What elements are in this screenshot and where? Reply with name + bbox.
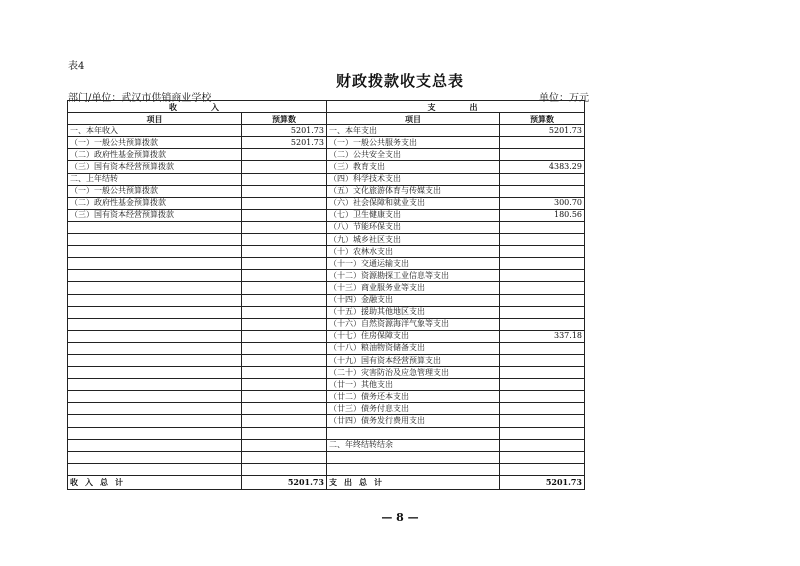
table-row <box>68 161 585 173</box>
expense-budget-cell <box>500 379 585 391</box>
table-row <box>68 318 585 330</box>
expense-total-label: 支出总计 <box>327 475 500 489</box>
expense-item-cell: （十八）粮油物资储备支出 <box>327 342 500 354</box>
table-row <box>68 367 585 379</box>
income-item-cell: （二）政府性基金预算拨款 <box>68 149 242 161</box>
expense-item-cell: （十七）住房保障支出 <box>327 330 500 342</box>
expense-item-cell: （十）农林水支出 <box>327 246 500 258</box>
income-total-label: 收入总计 <box>68 475 242 489</box>
income-item-cell <box>68 342 242 354</box>
expense-item-cell <box>327 463 500 475</box>
expense-total-value: 5201.73 <box>500 475 585 489</box>
table-row <box>68 330 585 342</box>
table-row <box>68 379 585 391</box>
income-budget-cell <box>242 415 327 427</box>
expense-budget-cell <box>500 415 585 427</box>
table-row <box>68 354 585 366</box>
expense-item-cell: （三）教育支出 <box>327 161 500 173</box>
income-item-cell: 二、上年结转 <box>68 173 242 185</box>
income-budget-cell <box>242 149 327 161</box>
table-row <box>68 294 585 306</box>
expense-item-cell: （八）节能环保支出 <box>327 221 500 233</box>
expense-item-cell: （廿二）债务还本支出 <box>327 391 500 403</box>
income-budget-cell <box>242 294 327 306</box>
income-budget-cell <box>242 451 327 463</box>
expense-budget-cell <box>500 354 585 366</box>
table-row <box>68 427 585 439</box>
income-item-cell <box>68 354 242 366</box>
income-budget-cell <box>242 403 327 415</box>
table-row <box>68 306 585 318</box>
income-item-cell <box>68 463 242 475</box>
column-header-item: 项目 <box>68 113 242 125</box>
expense-budget-cell: 337.18 <box>500 330 585 342</box>
income-item-cell <box>68 451 242 463</box>
income-budget-cell <box>242 173 327 185</box>
income-item-cell <box>68 246 242 258</box>
expense-budget-cell <box>500 367 585 379</box>
income-budget-cell: 5201.73 <box>242 137 327 149</box>
expense-item-cell: （十九）国有资本经营预算支出 <box>327 354 500 366</box>
table-row <box>68 270 585 282</box>
expense-item-cell: （廿四）债务发行费用支出 <box>327 415 500 427</box>
income-budget-cell <box>242 463 327 475</box>
expense-budget-cell <box>500 403 585 415</box>
expense-budget-cell <box>500 439 585 451</box>
table-row <box>68 209 585 221</box>
income-item-cell: （一）一般公共预算拨款 <box>68 185 242 197</box>
expense-budget-cell <box>500 149 585 161</box>
income-item-cell: 一、本年收入 <box>68 125 242 137</box>
expense-budget-cell <box>500 137 585 149</box>
income-item-cell: （二）政府性基金预算拨款 <box>68 197 242 209</box>
table-row <box>68 403 585 415</box>
expense-budget-cell <box>500 427 585 439</box>
expense-item-cell: （廿一）其他支出 <box>327 379 500 391</box>
income-item-cell <box>68 379 242 391</box>
income-budget-cell <box>242 161 327 173</box>
table-row <box>68 125 585 137</box>
expense-item-cell: （七）卫生健康支出 <box>327 209 500 221</box>
expense-budget-cell: 300.70 <box>500 197 585 209</box>
expense-budget-cell <box>500 391 585 403</box>
table-row <box>68 439 585 451</box>
income-item-cell <box>68 403 242 415</box>
expense-budget-cell <box>500 318 585 330</box>
table-row <box>68 149 585 161</box>
income-budget-cell <box>242 270 327 282</box>
unit-label: 单位：万元 <box>539 93 589 104</box>
income-budget-cell <box>242 246 327 258</box>
expense-item-cell: （十一）交通运输支出 <box>327 258 500 270</box>
table-row <box>68 342 585 354</box>
column-header-budget: 预算数 <box>500 113 585 125</box>
income-item-cell <box>68 439 242 451</box>
income-item-cell <box>68 282 242 294</box>
expense-item-cell: 一、本年支出 <box>327 125 500 137</box>
table-row <box>68 258 585 270</box>
income-budget-cell <box>242 185 327 197</box>
table-row <box>68 415 585 427</box>
department-label: 部门/单位：武汉市供销商业学校 <box>68 93 212 104</box>
income-item-cell <box>68 294 242 306</box>
income-budget-cell <box>242 197 327 209</box>
income-item-cell: （三）国有资本经营预算拨款 <box>68 161 242 173</box>
expense-budget-cell <box>500 185 585 197</box>
income-item-cell <box>68 367 242 379</box>
expense-budget-cell <box>500 173 585 185</box>
income-budget-cell <box>242 282 327 294</box>
expense-item-cell: （二）公共安全支出 <box>327 149 500 161</box>
expense-budget-cell <box>500 221 585 233</box>
expense-budget-cell <box>500 294 585 306</box>
column-header-item: 项目 <box>327 113 500 125</box>
income-budget-cell <box>242 234 327 246</box>
expense-budget-cell <box>500 463 585 475</box>
table-row <box>68 234 585 246</box>
expense-item-cell <box>327 451 500 463</box>
income-budget-cell <box>242 367 327 379</box>
income-budget-cell <box>242 318 327 330</box>
page-number: — 8 — <box>381 511 419 524</box>
expense-item-cell: （九）城乡社区支出 <box>327 234 500 246</box>
income-item-cell <box>68 306 242 318</box>
column-header-budget: 预算数 <box>242 113 327 125</box>
expense-budget-cell <box>500 234 585 246</box>
table-row <box>68 246 585 258</box>
income-budget-cell <box>242 330 327 342</box>
income-item-cell <box>68 234 242 246</box>
income-item-cell: （三）国有资本经营预算拨款 <box>68 209 242 221</box>
income-item-cell <box>68 330 242 342</box>
expense-budget-cell: 180.56 <box>500 209 585 221</box>
income-section-header: 收 入 <box>68 101 327 113</box>
income-budget-cell <box>242 221 327 233</box>
expense-budget-cell <box>500 258 585 270</box>
budget-table <box>67 100 585 490</box>
expense-item-cell: （十四）金融支出 <box>327 294 500 306</box>
income-budget-cell <box>242 209 327 221</box>
expense-item-cell: （十五）援助其他地区支出 <box>327 306 500 318</box>
expense-budget-cell: 4383.29 <box>500 161 585 173</box>
table-row <box>68 221 585 233</box>
table-row <box>68 173 585 185</box>
expense-item-cell: （五）文化旅游体育与传媒支出 <box>327 185 500 197</box>
table-row <box>68 197 585 209</box>
income-budget-cell <box>242 306 327 318</box>
expense-budget-cell: 5201.73 <box>500 125 585 137</box>
expense-item-cell: （二十）灾害防治及应急管理支出 <box>327 367 500 379</box>
income-budget-cell <box>242 379 327 391</box>
expense-budget-cell <box>500 342 585 354</box>
expense-budget-cell <box>500 270 585 282</box>
income-budget-cell <box>242 427 327 439</box>
table-row <box>68 451 585 463</box>
income-budget-cell <box>242 391 327 403</box>
table-row <box>68 185 585 197</box>
income-item-cell <box>68 427 242 439</box>
income-budget-cell <box>242 258 327 270</box>
income-budget-cell <box>242 342 327 354</box>
expense-item-cell: 二、年终结转结余 <box>327 439 500 451</box>
income-item-cell <box>68 318 242 330</box>
expense-budget-cell <box>500 306 585 318</box>
expense-budget-cell <box>500 282 585 294</box>
income-item-cell: （一）一般公共预算拨款 <box>68 137 242 149</box>
table-number: 表4 <box>68 61 85 72</box>
expense-item-cell: （一）一般公共服务支出 <box>327 137 500 149</box>
expense-item-cell: （十三）商业服务业等支出 <box>327 282 500 294</box>
income-item-cell <box>68 391 242 403</box>
income-item-cell <box>68 258 242 270</box>
expense-item-cell <box>327 427 500 439</box>
expense-item-cell: （廿三）债务付息支出 <box>327 403 500 415</box>
income-total-value: 5201.73 <box>242 475 327 489</box>
table-row <box>68 282 585 294</box>
table-row <box>68 463 585 475</box>
income-item-cell <box>68 221 242 233</box>
income-budget-cell <box>242 439 327 451</box>
expense-item-cell: （六）社会保障和就业支出 <box>327 197 500 209</box>
table-row <box>68 137 585 149</box>
expense-section-header: 支 出 <box>327 101 585 113</box>
table-row <box>68 391 585 403</box>
income-budget-cell: 5201.73 <box>242 125 327 137</box>
income-item-cell <box>68 270 242 282</box>
income-budget-cell <box>242 354 327 366</box>
expense-item-cell: （十二）资源勘探工业信息等支出 <box>327 270 500 282</box>
expense-item-cell: （四）科学技术支出 <box>327 173 500 185</box>
expense-budget-cell <box>500 246 585 258</box>
page-title: 财政拨款收支总表 <box>335 72 464 90</box>
income-item-cell <box>68 415 242 427</box>
expense-budget-cell <box>500 451 585 463</box>
expense-item-cell: （十六）自然资源海洋气象等支出 <box>327 318 500 330</box>
